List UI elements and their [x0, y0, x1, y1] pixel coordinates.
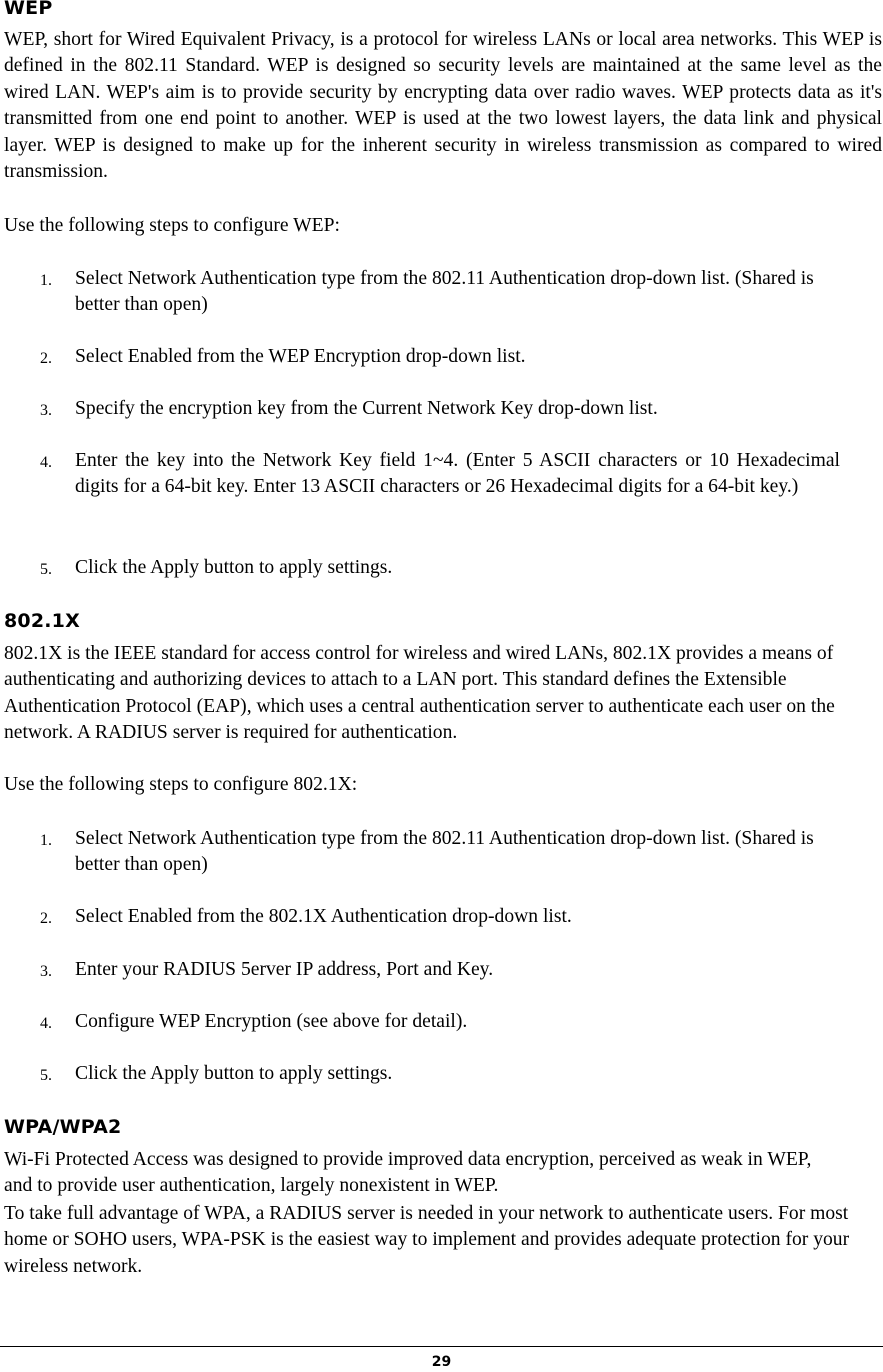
wep-step-4: [40, 448, 840, 501]
step-text: Click the Apply button to apply settings.: [75, 557, 393, 578]
step-text: Enter the key into the Network Key field 1~4. (Enter 5 ASCII characters or 10 Hexadecimal digits for a 64-bit key. Enter 13 ASCII characters or 26 Hexadecimal digits for a 64-bit key.): [75, 450, 840, 498]
step-text: Click the Apply button to apply settings.: [75, 1063, 393, 1084]
step-text: Select Enabled from the WEP Encryption drop-down list.: [75, 346, 526, 367]
dot1x-step-4: [40, 1009, 840, 1035]
step-text: Configure WEP Encryption (see above for detail).: [75, 1011, 468, 1032]
dot1x-steps-lead: Use the following steps to configure 802.1X:: [4, 774, 358, 795]
wep-heading: WEP: [4, 0, 53, 19]
wpa-body-paragraph: To take full advantage of WPA, a RADIUS server is needed in your network to authenticate users. For most home or SOHO users, WPA-PSK is the easiest way to implement and provides adequate protection for your wireless network.: [4, 1203, 850, 1277]
dot1x-intro-paragraph: 802.1X is the IEEE standard for access control for wireless and wired LANs, 802.1X provides a means of authenticating and authorizing devices to attach to a LAN port. This standard defines the Extensible Authentication Protocol (EAP), which uses a central authentication server to authenticate each user on the network. A RADIUS server is required for authentication.: [4, 643, 835, 744]
wep-steps-lead: Use the following steps to configure WEP:: [4, 215, 340, 236]
step-number: 3.: [40, 402, 52, 419]
wep-intro-paragraph: WEP, short for Wired Equivalent Privacy, is a protocol for wireless LANs or local area networks. This WEP is defined in the 802.11 Standard. WEP is designed so security levels are maintained at the same level as the wired LAN. WEP's aim is to provide security by encrypting data over radio waves. WEP protects data as it's transmitted from one end point to another. WEP is used at the two lowest layers, the data link and physical layer. WEP is designed to make up for the inherent security in wireless transmission as compared to wired transmission.: [4, 29, 882, 183]
step-number: 2.: [40, 910, 52, 927]
footer-rule: [0, 1346, 883, 1347]
step-text: Select Network Authentication type from the 802.11 Authentication drop-down list. (Shared is better than open): [75, 828, 814, 876]
step-text: Enter your RADIUS 5erver IP address, Port and Key.: [75, 959, 494, 980]
dot1x-step-5: [40, 1061, 840, 1087]
step-number: 2.: [40, 350, 52, 367]
dot1x-step-1: [40, 826, 840, 879]
wep-step-2: [40, 344, 840, 370]
step-number: 1.: [40, 272, 52, 289]
step-number: 4.: [40, 1015, 52, 1032]
dot1x-step-3: [40, 957, 840, 983]
wep-step-1: [40, 266, 840, 319]
wpa-intro-paragraph: Wi-Fi Protected Access was designed to provide improved data encryption, perceived as weak in WEP, and to provide user authentication, largely nonexistent in WEP.: [4, 1149, 812, 1197]
dot1x-step-2: [40, 904, 840, 930]
dot1x-heading: 802.1X: [4, 610, 80, 632]
page-number: 29: [431, 1354, 452, 1370]
wep-step-3: [40, 396, 840, 422]
step-number: 4.: [40, 454, 52, 471]
step-number: 5.: [40, 561, 52, 578]
wep-step-5: [40, 555, 840, 581]
step-number: 5.: [40, 1067, 52, 1084]
step-text: Select Enabled from the 802.1X Authentication drop-down list.: [75, 906, 572, 927]
wpa-heading: WPA/WPA2: [4, 1116, 122, 1138]
step-text: Select Network Authentication type from the 802.11 Authentication drop-down list. (Shared is better than open): [75, 268, 814, 316]
step-number: 1.: [40, 832, 52, 849]
step-number: 3.: [40, 963, 52, 980]
step-text: Specify the encryption key from the Current Network Key drop-down list.: [75, 398, 658, 419]
